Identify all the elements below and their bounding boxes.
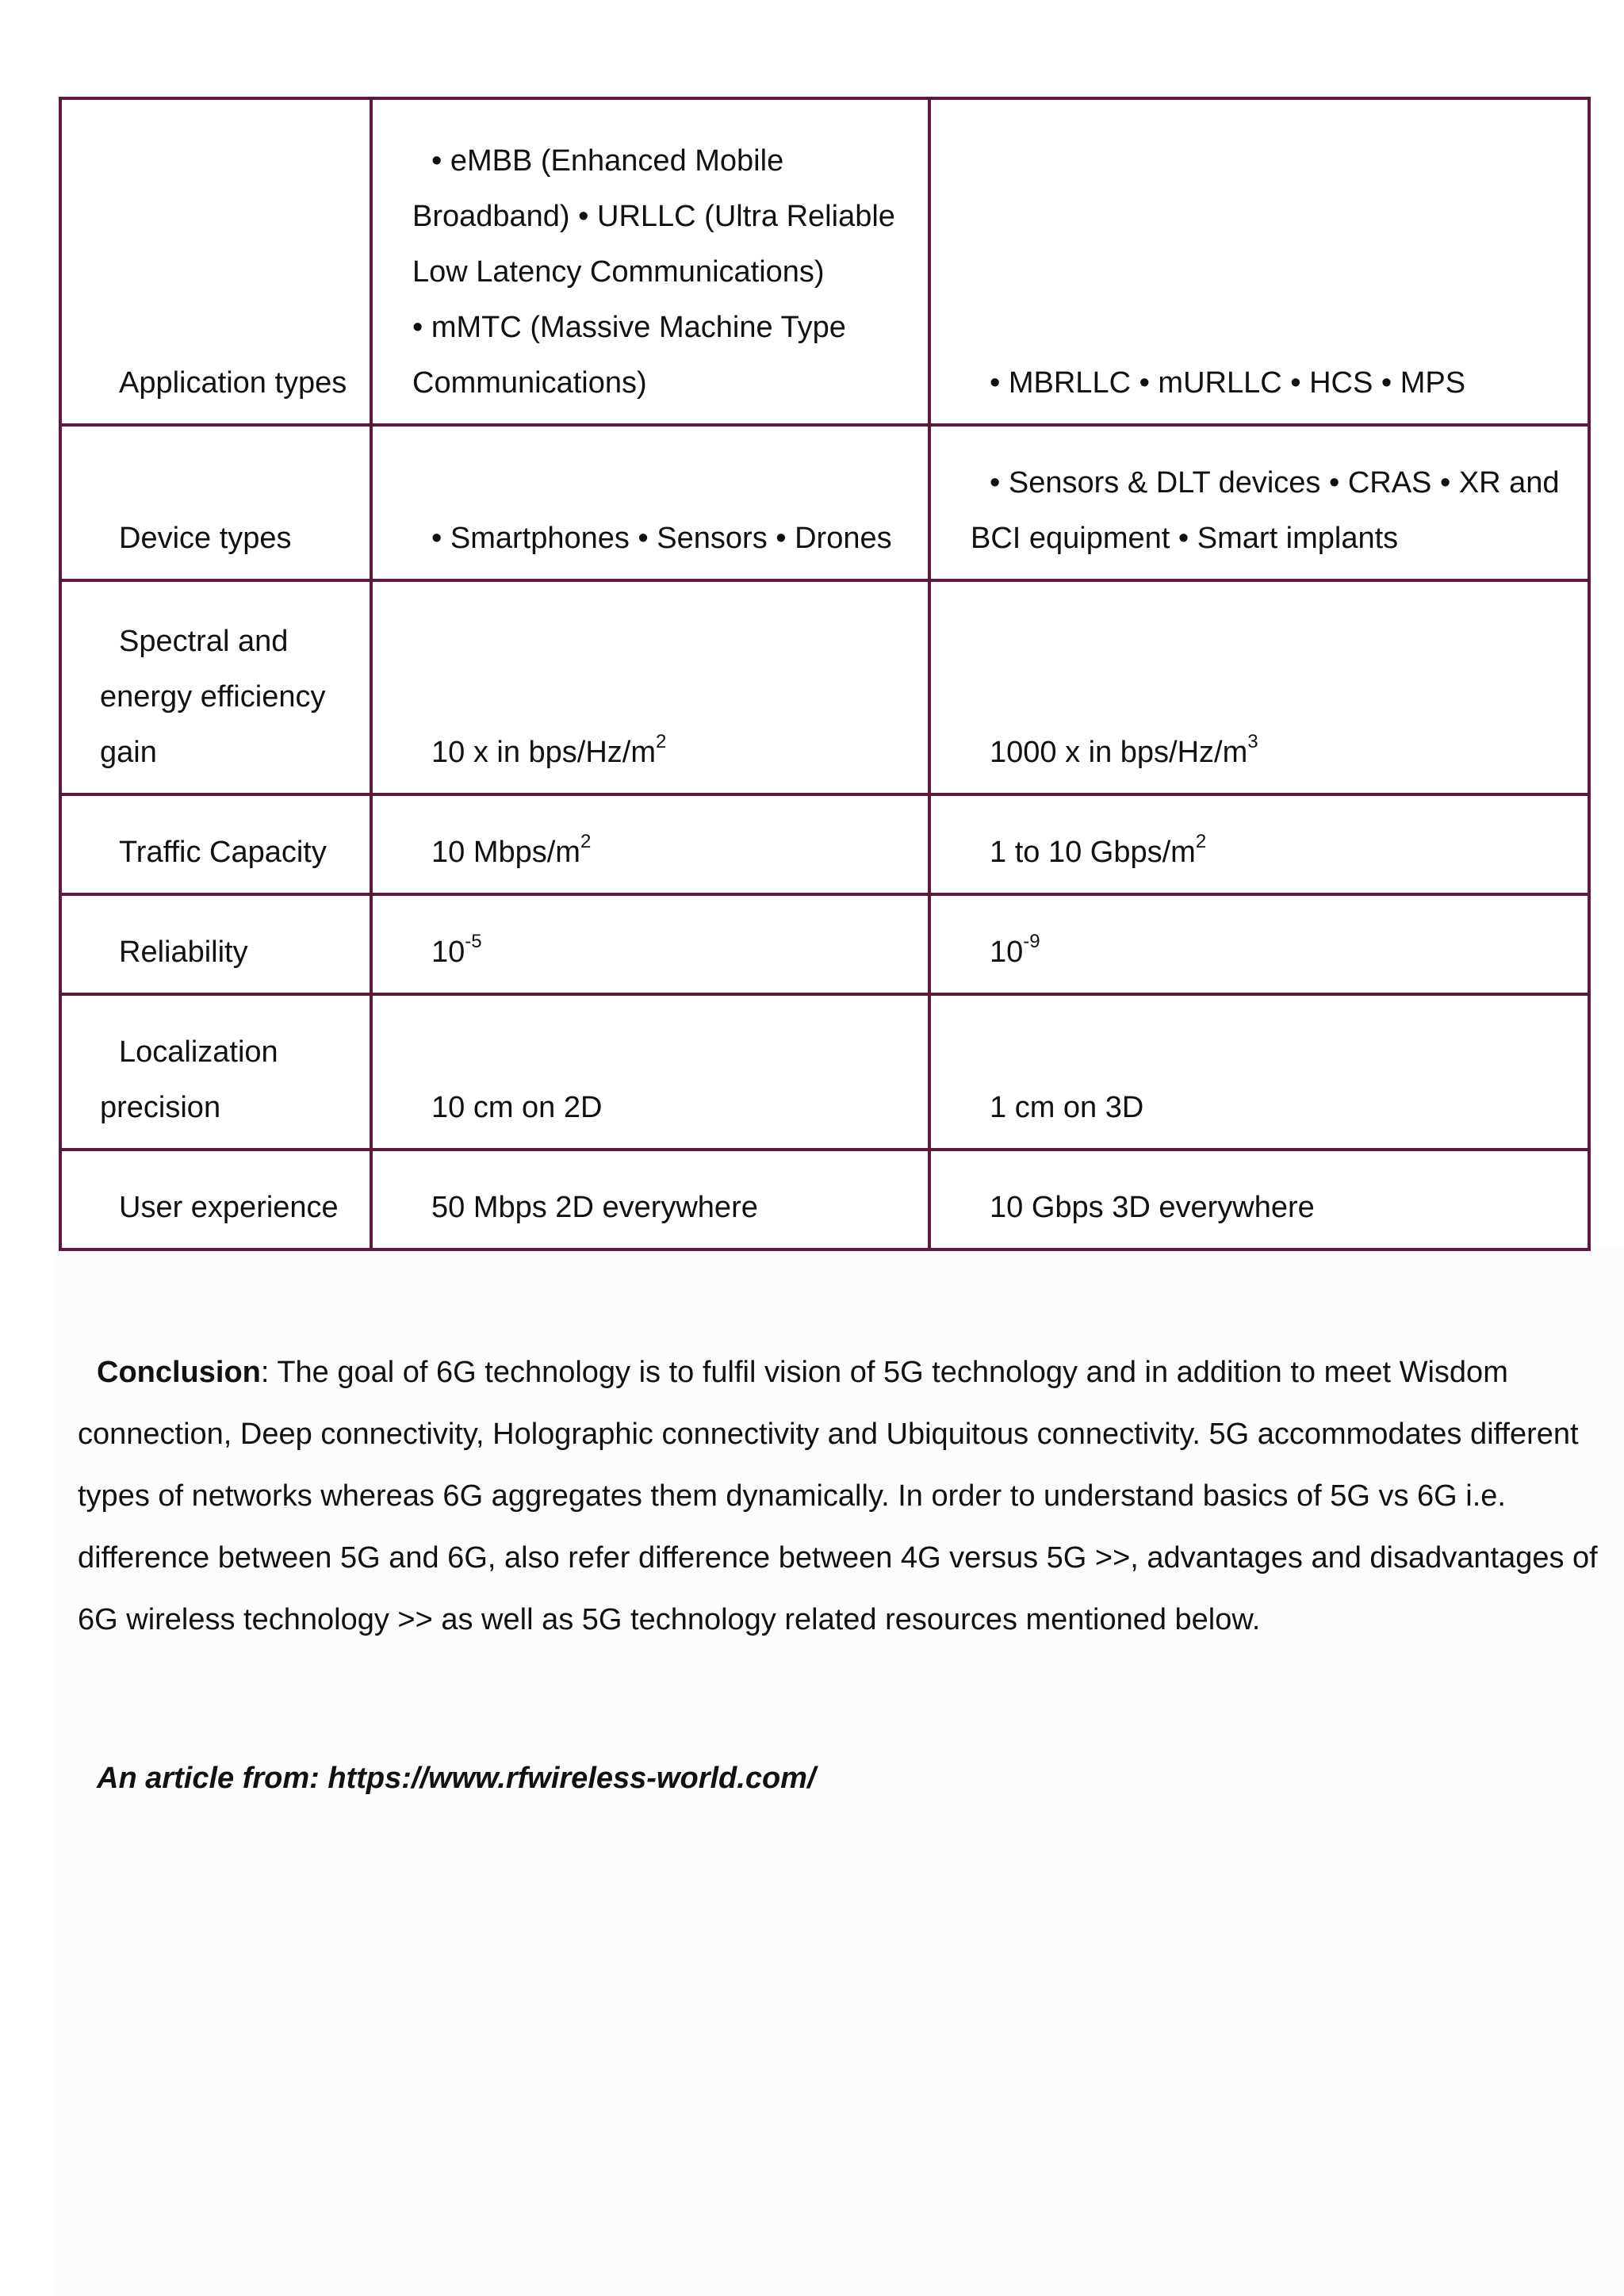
param-label: User experience (119, 1191, 339, 1224)
value-6g-text: • Sensors & DLT devices • CRAS • XR and BCI equipment • Smart implants (971, 466, 1560, 555)
value-6g-cell (929, 894, 1589, 994)
value-5g-text: 50 Mbps 2D everywhere (431, 1191, 758, 1224)
param-cell (60, 1150, 371, 1249)
value-5g-cell (371, 425, 929, 580)
table-row (60, 794, 1589, 894)
value-5g-cell (371, 894, 929, 994)
table-row (60, 98, 1589, 425)
value-5g-cell (371, 98, 929, 425)
table-row (60, 1150, 1589, 1249)
value-5g-text: 10 x in bps/$Hz/m^2$ (431, 731, 667, 769)
param-cell (60, 994, 371, 1150)
value-5g-text: $10^{-5}$ (431, 931, 482, 969)
value-6g-text: 10 Gbps 3D everywhere (990, 1191, 1315, 1224)
param-cell (60, 425, 371, 580)
superscript: 2 (1195, 831, 1207, 853)
conclusion-text: : The goal of 6G technology is to fulfil vision of 5G technology and in addition to meet Wisdom connection, Deep connectivity, Holographic connectivity and Ubiquitous connectivity. 5G accommodates different types of networks whereas 6G aggregates them dynamically. In order to understand basics of 5G vs 6G i.e. difference between 5G and 6G, also refer difference between 4G versus 5G >>, advantages and disadvantages of 6G wireless technology >> as well as 5G technology related resources mentioned below. (78, 1356, 1598, 1636)
conclusion-label: Conclusion (97, 1356, 261, 1389)
value-6g-cell (929, 1150, 1589, 1249)
param-cell (60, 894, 371, 994)
table-row (60, 994, 1589, 1150)
value-6g-cell (929, 994, 1589, 1150)
param-label: Reliability (119, 936, 248, 969)
value-6g-text: 1 cm on 3D (990, 1091, 1144, 1124)
value-5g-cell (371, 1150, 929, 1249)
param-label: Spectral and energy efficiency gain (100, 625, 326, 769)
param-label: Localization precision (100, 1035, 278, 1124)
superscript: -5 (465, 931, 482, 953)
value-6g-text: 1000 x in bps/$Hz/m^3$ (990, 731, 1258, 769)
superscript: 2 (580, 831, 592, 853)
value-5g-text: 10 cm on 2D (431, 1091, 603, 1124)
superscript: 2 (656, 731, 667, 753)
table-row (60, 425, 1589, 580)
value-6g-cell (929, 580, 1589, 794)
comparison-table (59, 97, 1591, 1251)
table-row (60, 580, 1589, 794)
param-cell (60, 98, 371, 425)
superscript: 3 (1247, 731, 1258, 753)
article-source: An article from: https://www.rfwireless-world.com/ (97, 1762, 816, 1795)
param-cell (60, 580, 371, 794)
value-6g-text: $10^{-9}$ (990, 931, 1040, 969)
value-5g-cell (371, 794, 929, 894)
value-6g-cell (929, 98, 1589, 425)
value-5g-line: • eMBB (Enhanced Mobile Broadband) • URLLC (Ultra Reliable Low Latency Communications) (412, 144, 895, 289)
value-5g-text: • Smartphones • Sensors • Drones (431, 522, 892, 555)
value-5g-cell (371, 580, 929, 794)
table-row (60, 894, 1589, 994)
param-label: Traffic Capacity (119, 836, 327, 869)
value-5g-cell (371, 994, 929, 1150)
value-6g-text: • MBRLLC • mURLLC • HCS • MPS (990, 366, 1466, 400)
param-cell (60, 794, 371, 894)
value-6g-cell (929, 425, 1589, 580)
conclusion-paragraph (78, 1341, 1600, 1651)
param-label: Application types (119, 366, 347, 400)
value-6g-cell (929, 794, 1589, 894)
value-5g-line: • mMTC (Massive Machine Type Communications) (412, 311, 846, 400)
param-label: Device types (119, 522, 292, 555)
value-6g-text: 1 to 10 Gbps/$m^2$ (990, 831, 1207, 869)
superscript: -9 (1023, 931, 1040, 953)
value-5g-text: 10 Mbps/$m^2$ (431, 831, 592, 869)
